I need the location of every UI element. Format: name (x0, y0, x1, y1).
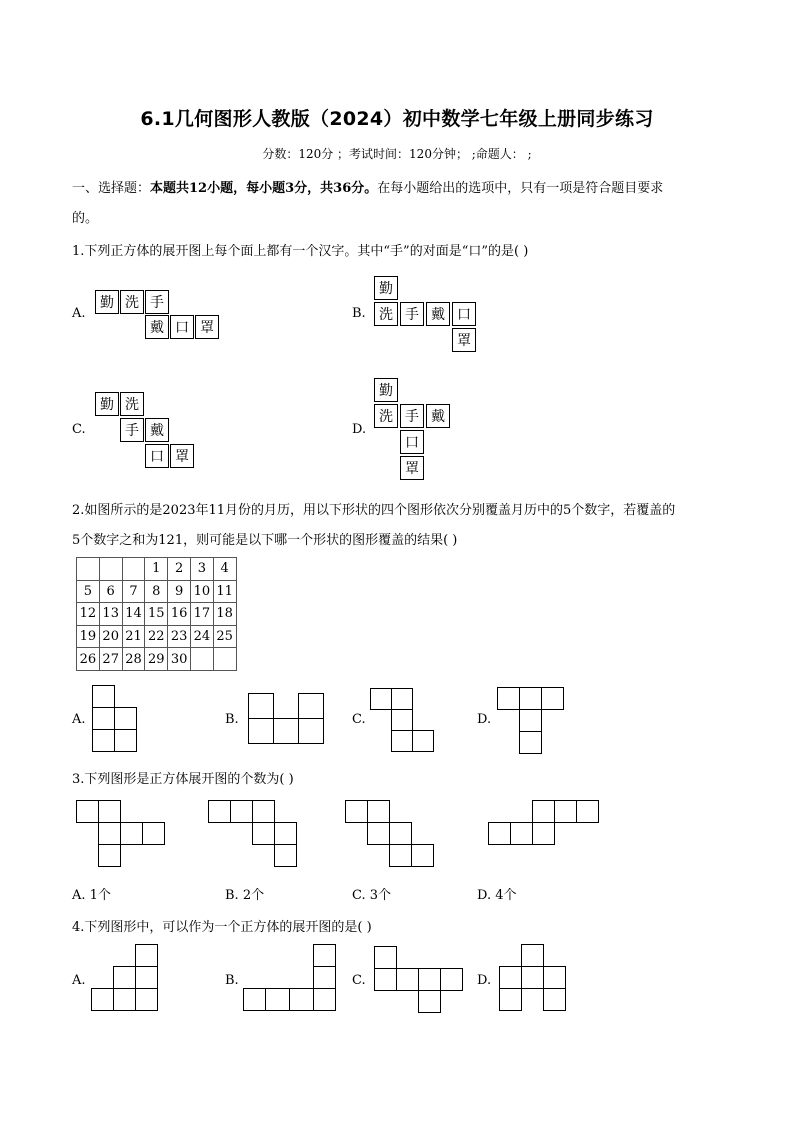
shape-square (298, 693, 324, 719)
calendar-cell (213, 648, 236, 671)
shape-square (114, 729, 137, 752)
net-face: 罩 (452, 328, 476, 352)
shape-square (345, 800, 368, 823)
shape-square (252, 800, 275, 823)
calendar-row (77, 558, 237, 581)
calendar-cell: 21 (122, 625, 145, 648)
net-face: 手 (400, 404, 424, 428)
calendar-cell (190, 648, 213, 671)
shape-square (98, 822, 121, 845)
shape-square (113, 966, 136, 989)
shape-square (98, 844, 121, 867)
question-2-text-line1: 2.如图所示的是2023年11月份的月历，用以下形状的四个图形依次分别覆盖月历中的5个数字，若覆盖的 (72, 503, 676, 518)
shape-square (499, 966, 522, 989)
shape-square (391, 730, 413, 752)
shape-square (543, 966, 566, 989)
shape-square (313, 966, 336, 989)
shape-square (114, 707, 137, 730)
calendar-row (77, 580, 237, 603)
shape-square (543, 988, 566, 1011)
shape-square (391, 688, 413, 710)
shape-square (367, 800, 390, 823)
shape-square (92, 729, 115, 752)
calendar-cell: 15 (145, 603, 168, 626)
shape-square (367, 822, 390, 845)
q3-option-c: C. 3个 (352, 888, 392, 903)
shape-square (488, 822, 511, 845)
section-heading (72, 177, 663, 196)
net-face: 戴 (145, 315, 169, 339)
shape-square (142, 822, 165, 845)
shape-square (391, 709, 413, 731)
calendar-cell: 20 (99, 625, 122, 648)
q3-option-a: A. 1个 (72, 888, 111, 903)
calendar-row (77, 648, 237, 671)
shape-square (274, 822, 297, 845)
q2-option-d-label: D. (477, 712, 492, 727)
q1-option-a-label: A. (72, 306, 86, 321)
shape-square (497, 687, 520, 710)
shape-square (389, 844, 412, 867)
shape-square (576, 800, 599, 823)
net-face: 口 (400, 430, 424, 454)
calendar-cell: 2 (168, 558, 191, 581)
section-heading-cont: 的。 (72, 211, 99, 226)
net-face: 勤 (374, 276, 398, 300)
calendar-cell (77, 558, 100, 581)
shape-square (389, 822, 412, 845)
shape-square (532, 822, 555, 845)
net-face: 口 (452, 302, 476, 326)
shape-square (412, 730, 434, 752)
shape-square (418, 990, 441, 1013)
calendar-cell: 6 (99, 580, 122, 603)
q4-option-a-label: A. (72, 973, 86, 988)
shape-square (208, 800, 231, 823)
net-face: 口 (170, 315, 194, 339)
net-face: 罩 (195, 315, 219, 339)
q2-option-b-label: B. (225, 712, 239, 727)
net-face: 洗 (374, 302, 398, 326)
shape-square (521, 966, 544, 989)
shape-square (243, 988, 266, 1011)
shape-square (98, 800, 121, 823)
shape-square (289, 988, 314, 1011)
shape-square (248, 693, 274, 719)
calendar-cell: 30 (168, 648, 191, 671)
shape-square (91, 988, 114, 1011)
calendar-cell: 22 (145, 625, 168, 648)
calendar-cell: 3 (190, 558, 213, 581)
calendar-cell: 11 (213, 580, 236, 603)
shape-square (541, 687, 564, 710)
calendar-cell: 27 (99, 648, 122, 671)
shape-square (313, 988, 336, 1011)
net-face: 口 (145, 444, 169, 468)
calendar-row (77, 625, 237, 648)
shape-square (298, 718, 324, 744)
q4-option-d-label: D. (477, 973, 492, 988)
q4-option-b-label: B. (225, 973, 239, 988)
q1-option-c-label: C. (72, 422, 86, 437)
calendar-cell: 10 (190, 580, 213, 603)
section-label: 一、选择题： (72, 181, 151, 196)
calendar-row (77, 603, 237, 626)
shape-square (135, 988, 158, 1011)
shape-square (411, 844, 434, 867)
shape-square (499, 988, 522, 1011)
shape-square (248, 718, 274, 744)
section-scoring: 本题共12小题，每小题3分，共36分。 (150, 181, 378, 196)
shape-square (230, 800, 253, 823)
net-face: 手 (120, 418, 144, 442)
q1-option-d-label: D. (352, 422, 367, 437)
calendar-cell: 13 (99, 603, 122, 626)
calendar-cell: 1 (145, 558, 168, 581)
q4-option-c-label: C. (352, 973, 366, 988)
shape-square (519, 731, 542, 754)
shape-square (113, 988, 136, 1011)
shape-square (519, 687, 542, 710)
section-instruction: 在每小题给出的选项中，只有一项是符合题目要求 (377, 181, 664, 196)
question-1-text: 1.下列正方体的展开图上每个面上都有一个汉字。其中“手”的对面是“口”的是( ) (72, 244, 529, 259)
q1-option-b-label: B. (352, 306, 366, 321)
november-calendar (76, 557, 237, 671)
calendar-cell (122, 558, 145, 581)
calendar-cell: 18 (213, 603, 236, 626)
calendar-cell: 26 (77, 648, 100, 671)
net-face: 勤 (95, 392, 119, 416)
net-face: 勤 (95, 290, 119, 314)
shape-square (135, 966, 158, 989)
page-title: 6.1几何图形人教版（2024）初中数学七年级上册同步练习 (140, 108, 654, 130)
net-face: 戴 (426, 404, 450, 428)
q3-option-d: D. 4个 (477, 888, 517, 903)
shape-square (374, 968, 397, 991)
shape-square (418, 968, 441, 991)
question-4-text: 4.下列图形中，可以作为一个正方体的展开图的是( ) (72, 920, 372, 935)
shape-square (265, 988, 290, 1011)
shape-square (521, 944, 544, 967)
calendar-cell (99, 558, 122, 581)
net-face: 勤 (374, 378, 398, 402)
shape-square (554, 800, 577, 823)
net-face: 洗 (120, 392, 144, 416)
shape-square (135, 944, 158, 967)
exam-info: 分数：120分 ；考试时间：120分钟； ;命题人： ; (262, 147, 532, 161)
net-face: 罩 (400, 456, 424, 480)
shape-square (396, 968, 419, 991)
net-face: 洗 (374, 404, 398, 428)
shape-square (532, 800, 555, 823)
calendar-cell: 16 (168, 603, 191, 626)
calendar-cell: 9 (168, 580, 191, 603)
calendar-cell: 4 (213, 558, 236, 581)
calendar-cell: 8 (145, 580, 168, 603)
shape-square (92, 707, 115, 730)
calendar-cell: 14 (122, 603, 145, 626)
shape-square (374, 946, 397, 969)
calendar-cell: 28 (122, 648, 145, 671)
shape-square (313, 944, 336, 967)
calendar-cell: 25 (213, 625, 236, 648)
shape-square (440, 968, 463, 991)
calendar-cell: 29 (145, 648, 168, 671)
calendar-cell: 17 (190, 603, 213, 626)
calendar-cell: 24 (190, 625, 213, 648)
shape-square (76, 800, 99, 823)
shape-square (92, 685, 115, 708)
net-face: 戴 (145, 418, 169, 442)
q2-option-c-label: C. (352, 712, 366, 727)
shape-square (274, 844, 297, 867)
q2-option-a-label: A. (72, 712, 86, 727)
calendar-cell: 19 (77, 625, 100, 648)
calendar-cell: 5 (77, 580, 100, 603)
net-face: 手 (400, 302, 424, 326)
shape-square (510, 822, 533, 845)
shape-square (120, 822, 143, 845)
calendar-cell: 12 (77, 603, 100, 626)
calendar-cell: 7 (122, 580, 145, 603)
q3-option-b: B. 2个 (225, 888, 265, 903)
net-face: 罩 (170, 444, 194, 468)
question-2-text-line2: 5个数字之和为121，则可能是以下哪一个形状的图形覆盖的结果( ) (72, 533, 458, 548)
net-face: 洗 (120, 290, 144, 314)
shape-square (519, 709, 542, 732)
shape-square (273, 718, 299, 744)
shape-square (252, 822, 275, 845)
net-face: 手 (145, 290, 169, 314)
calendar-cell: 23 (168, 625, 191, 648)
net-face: 戴 (426, 302, 450, 326)
shape-square (370, 688, 392, 710)
question-3-text: 3.下列图形是正方体展开图的个数为( ) (72, 772, 294, 787)
